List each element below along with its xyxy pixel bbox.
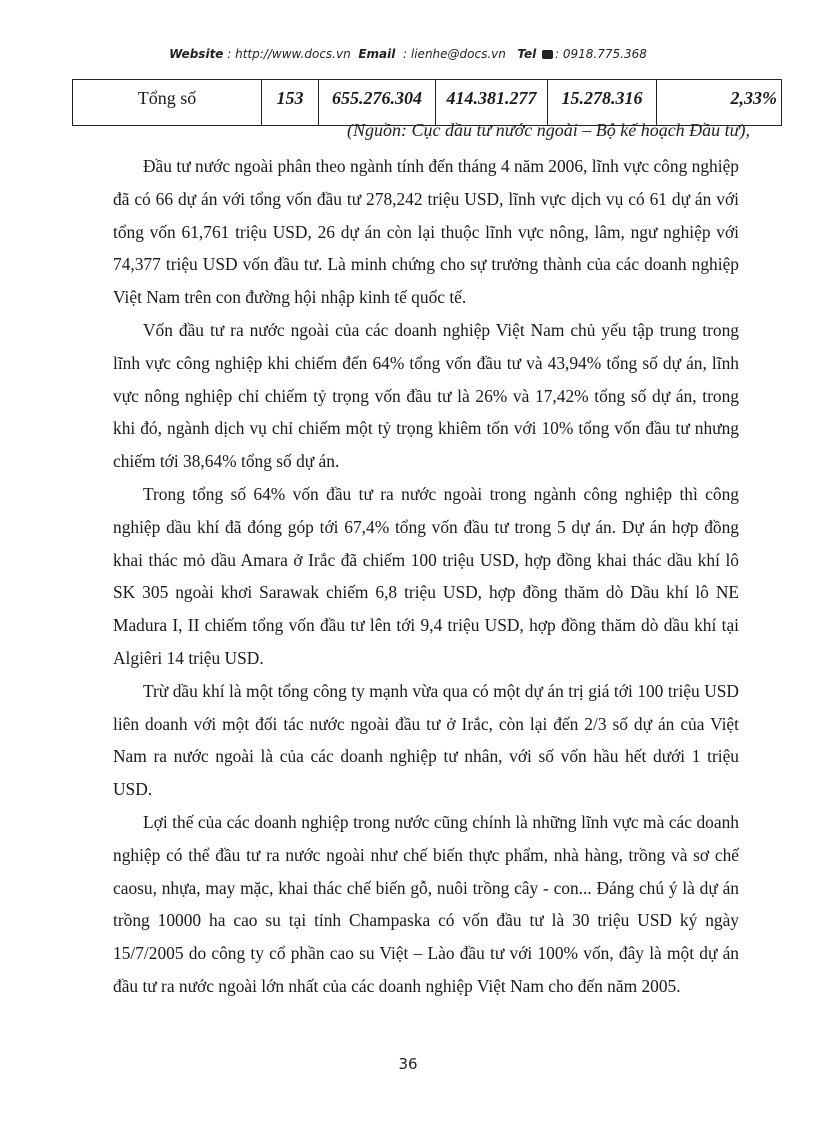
table-cell-label: Tổng số	[73, 80, 262, 126]
totals-table	[72, 79, 782, 126]
table-cell-registered-capital: 414.381.277	[436, 80, 548, 126]
email-link[interactable]: : lienhe@docs.vn	[403, 47, 506, 61]
website-label: Website	[169, 47, 224, 61]
phone-icon	[542, 50, 553, 59]
website-link[interactable]: : http://www.docs.vn	[227, 47, 351, 61]
table-cell-implemented-capital: 15.278.316	[548, 80, 657, 126]
tel-value: : 0918.775.368	[555, 47, 647, 61]
table-row	[73, 80, 782, 126]
paragraph: Lợi thế của các doanh nghiệp trong nước cũng chính là những lĩnh vực mà các doanh nghiệp có thể đầu tư ra nước ngoài như chế biến thực phẩm, nhà hàng, trồng và sơ chế caosu, nhựa, may mặc, khai thác chế biến gỗ, nuôi trồng cây - con... Đáng chú ý là dự án trồng 10000 ha cao su tại tỉnh Champaska có vốn đầu tư là 30 triệu USD ký ngày 15/7/2005 do công ty cổ phần cao su Việt – Lào đầu tư với 100% vốn, đây là một dự án đầu tư ra nước ngoài lớn nhất của các doanh nghiệp Việt Nam cho đến năm 2005.	[113, 811, 739, 996]
table-cell-count: 153	[262, 80, 319, 126]
page-header	[0, 47, 816, 61]
page-number: 36	[398, 1055, 418, 1073]
table-cell-total-capital: 655.276.304	[319, 80, 436, 126]
source-note: (Nguồn: Cục đầu tư nước ngoài – Bộ kế hoạch Đầu tư),	[347, 120, 750, 140]
paragraph: Trừ dầu khí là một tổng công ty mạnh vừa qua có một dự án trị giá tới 100 triệu USD liên doanh với một đối tác nước ngoài đầu tư ở Irắc, còn lại đến 2/3 số dự án của Việt Nam ra nước ngoài là của các doanh nghiệp tư nhân, với số vốn hầu hết dưới 1 triệu USD.	[113, 680, 739, 800]
tel-label: Tel	[517, 47, 537, 61]
table-cell-percent: 2,33%	[657, 80, 782, 126]
body-text	[113, 150, 739, 1003]
email-label: Email	[358, 47, 396, 61]
paragraph: Trong tổng số 64% vốn đầu tư ra nước ngoài trong ngành công nghiệp thì công nghiệp dầu khí đã đóng góp tới 67,4% tổng vốn đầu tư trong 5 dự án. Dự án hợp đồng khai thác mỏ dầu Amara ở Irắc đã chiếm 100 triệu USD, hợp đồng khai thác dầu khí lô SK 305 ngoài khơi Sarawak chiếm 6,8 triệu USD, hợp đồng thăm dò Dầu khí lô NE Madura I, II chiếm tổng vốn đầu tư lên tới 9,4 triệu USD, hợp đồng thăm dò dầu khí tại Algiêri 14 triệu USD.	[113, 483, 739, 668]
paragraph: Vốn đầu tư ra nước ngoài của các doanh nghiệp Việt Nam chủ yếu tập trung trong lĩnh vực công nghiệp khi chiếm đến 64% tổng vốn đầu tư và 43,94% tổng số dự án, lĩnh vực nông nghiệp chỉ chiếm tỷ trọng vốn đầu tư là 26% và 17,42% tổng số dự án, trong khi đó, ngành dịch vụ chỉ chiếm một tỷ trọng khiêm tốn với 10% tổng vốn đầu tư nhưng chiếm tới 38,64% tổng số dự án.	[113, 319, 739, 472]
paragraph: Đầu tư nước ngoài phân theo ngành tính đến tháng 4 năm 2006, lĩnh vực công nghiệp đã có 66 dự án với tổng vốn đầu tư 278,242 triệu USD, lĩnh vực dịch vụ có 61 dự án với tổng vốn 61,761 triệu USD, 26 dự án còn lại thuộc lĩnh vực nông, lâm, ngư nghiệp với 74,377 triệu USD vốn đầu tư. Là minh chứng cho sự trưởng thành của các doanh nghiệp Việt Nam trên con đường hội nhập kinh tế quốc tế.	[113, 156, 739, 308]
